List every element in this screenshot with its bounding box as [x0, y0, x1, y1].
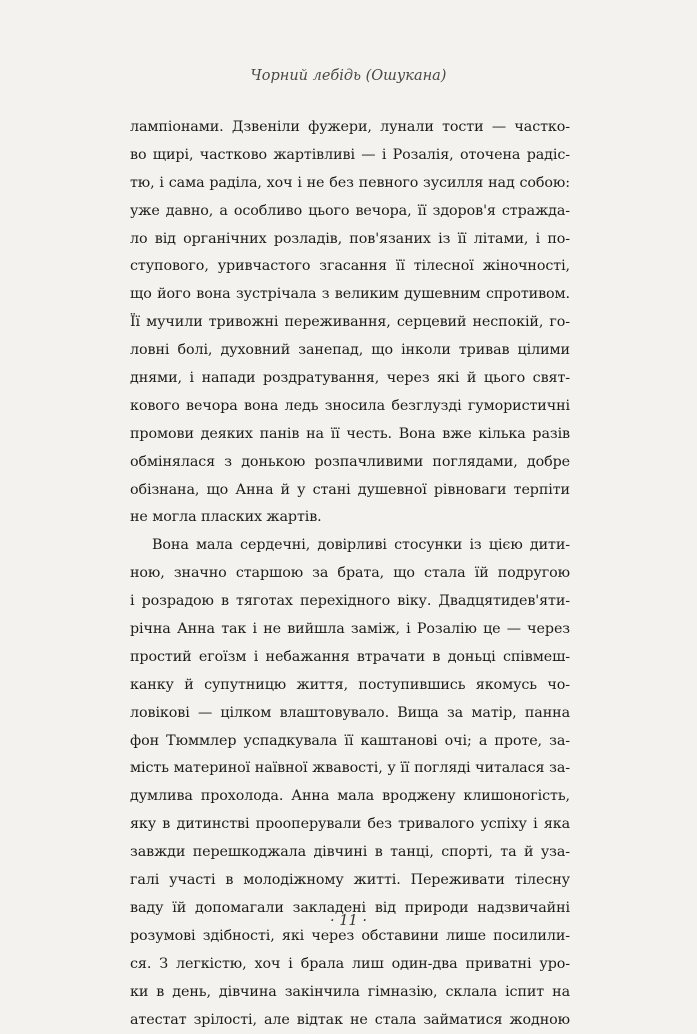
- text-line: во щирі, частково жартівливі — і Розалія, оточена радіс-: [130, 142, 570, 170]
- text-line: ки в день, дівчина закінчила гімназію, склала іспит на: [130, 979, 570, 1007]
- text-line: Вона мала сердечні, довірливі стосунки із цією дити-: [130, 532, 570, 560]
- running-header: Чорний лебідь (Ошукана): [0, 68, 697, 84]
- text-line: ся. З легкістю, хоч і брала лиш один-два приватні уро-: [130, 951, 570, 979]
- body-text: [130, 114, 570, 1034]
- text-line: ло від органічних розладів, пов'язаних із її літами, і по-: [130, 226, 570, 254]
- text-line: і розрадою в тяготах перехідного віку. Двадцятидев'яти-: [130, 588, 570, 616]
- text-line: завжди перешкоджала дівчині в танці, спорті, та й уза-: [130, 839, 570, 867]
- text-line: ваду їй допомагали закладені від природи надзвичайні: [130, 895, 570, 923]
- text-line: не могла пласких жартів.: [130, 504, 570, 532]
- text-line: простий егоїзм і небажання втрачати в доньці співмеш-: [130, 644, 570, 672]
- text-line: обізнана, що Анна й у стані душевної рівноваги терпіти: [130, 477, 570, 505]
- text-line: ловні болі, духовний занепад, що інколи тривав цілими: [130, 337, 570, 365]
- paragraph-2: [130, 532, 570, 1034]
- text-line: ступового, уривчастого згасання її тілесної жіночності,: [130, 253, 570, 281]
- text-line: канку й супутницю життя, поступившись якомусь чо-: [130, 672, 570, 700]
- text-line: ловікові — цілком влаштовувало. Вища за матір, панна: [130, 700, 570, 728]
- text-line: тю, і сама раділа, хоч і не без певного зусилля над собою:: [130, 170, 570, 198]
- text-line: яку в дитинстві прооперували без тривалого успіху і яка: [130, 811, 570, 839]
- text-line: розумові здібності, які через обставини лише посилили-: [130, 923, 570, 951]
- text-line: кового вечора вона ледь зносила безглузді гумористичні: [130, 393, 570, 421]
- text-line: Її мучили тривожні переживання, серцевий неспокій, го-: [130, 309, 570, 337]
- text-line: уже давно, а особливо цього вечора, її здоров'я стражда-: [130, 198, 570, 226]
- text-line: обмінялася з донькою розпачливими поглядами, добре: [130, 449, 570, 477]
- text-line: днями, і напади роздратування, через які й цього свят-: [130, 365, 570, 393]
- paragraph-1: [130, 114, 570, 532]
- text-line: ною, значно старшою за брата, що стала їй подругою: [130, 560, 570, 588]
- page-number: · 11 ·: [0, 913, 697, 929]
- text-line: лампіонами. Дзвеніли фужери, лунали тости — частко-: [130, 114, 570, 142]
- text-line: галі участі в молодіжному житті. Переживати тілесну: [130, 867, 570, 895]
- text-line: промови деяких панів на її честь. Вона вже кілька разів: [130, 421, 570, 449]
- text-line: думлива прохолода. Анна мала вроджену клишоногість,: [130, 783, 570, 811]
- text-line: фон Тюммлер успадкувала її каштанові очі; а проте, за-: [130, 728, 570, 756]
- text-line: атестат зрілості, але відтак не стала займатися жодною: [130, 1007, 570, 1034]
- text-line: що його вона зустрічала з великим душевним спротивом.: [130, 281, 570, 309]
- text-line: мість материної наївної жвавості, у її погляді читалася за-: [130, 755, 570, 783]
- text-line: річна Анна так і не вийшла заміж, і Розалію це — через: [130, 616, 570, 644]
